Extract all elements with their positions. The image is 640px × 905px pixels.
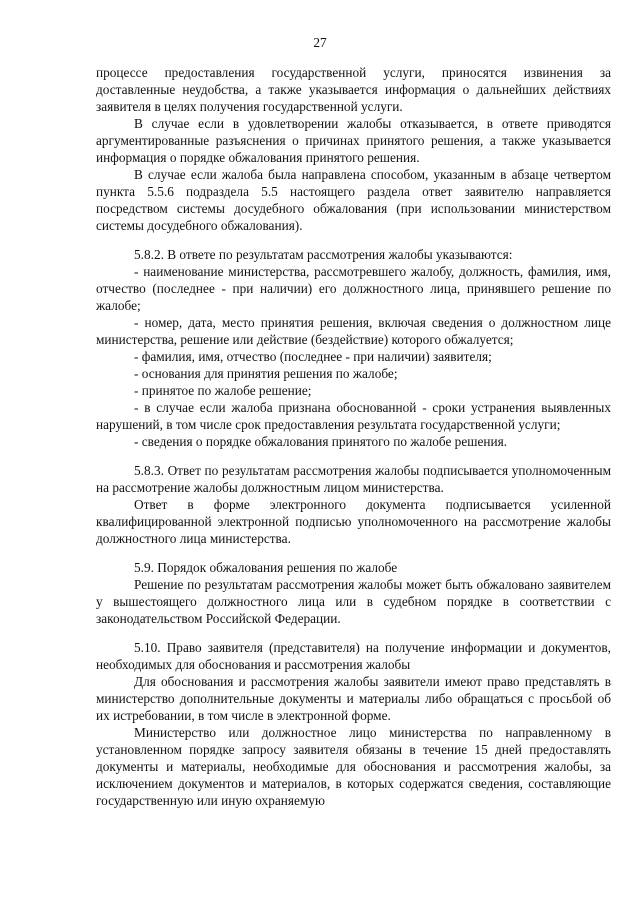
paragraph: Ответ в форме электронного документа подписывается усиленной квалифицированной электронной подписью уполномоченного на рассмотрение жалобы должностного лица министерства. bbox=[96, 497, 611, 546]
section-heading: 5.10. Право заявителя (представителя) на получение информации и документов, необходимых для обоснования и рассмотрения жалобы bbox=[96, 640, 611, 672]
document-body bbox=[96, 64, 611, 809]
section-heading: 5.9. Порядок обжалования решения по жалобе bbox=[134, 560, 398, 575]
paragraph: Для обоснования и рассмотрения жалобы заявители имеют право представлять в министерство дополнительные документы и материалы либо обращаться с просьбой об их истребовании, в том числе в электронной форме. bbox=[96, 674, 611, 723]
paragraph: Министерство или должностное лицо министерства по направленному в установленном порядке запросу заявителя обязаны в течение 15 дней предоставлять документы и материалы, необходимые для обоснования и рассмотрения жалобы, за исключением документов и материалов, в которых содержатся сведения, составляющие государственную или иную охраняемую bbox=[96, 725, 611, 808]
list-item: - принятое по жалобе решение; bbox=[134, 383, 312, 398]
list-item: - в случае если жалоба признана обоснованной - сроки устранения выявленных нарушений, в том числе срок предоставления результата государственной услуги; bbox=[96, 400, 611, 432]
section-heading: 5.8.3. Ответ по результатам рассмотрения жалобы подписывается уполномоченным на рассмотрение жалобы должностным лицом министерства. bbox=[96, 463, 611, 495]
list-item: - наименование министерства, рассмотревшего жалобу, должность, фамилия, имя, отчество (последнее - при наличии) его должностного лица, принявшего решение по жалобе; bbox=[96, 264, 611, 313]
list-item: - номер, дата, место принятия решения, включая сведения о должностном лице министерства, решение или действие (бездействие) которого обжалуется; bbox=[96, 315, 611, 347]
list-item: - основания для принятия решения по жалобе; bbox=[134, 366, 398, 381]
paragraph: процессе предоставления государственной услуги, приносятся извинения за доставленные неудобства, а также указывается информация о дальнейших действиях заявителя в целях получения государственной услуги. bbox=[96, 65, 611, 114]
paragraph: Решение по результатам рассмотрения жалобы может быть обжаловано заявителем у вышестоящего должностного лица или в судебном порядке в соответствии с законодательством Российской Федерации. bbox=[96, 577, 611, 626]
paragraph: В случае если в удовлетворении жалобы отказывается, в ответе приводятся аргументированные разъяснения о причинах принятого решения, а также указывается информация о порядке обжалования принятого решения. bbox=[96, 116, 611, 165]
page-number: 27 bbox=[313, 35, 327, 50]
list-item: - фамилия, имя, отчество (последнее - при наличии) заявителя; bbox=[134, 349, 492, 364]
list-item: - сведения о порядке обжалования принятого по жалобе решения. bbox=[134, 434, 508, 449]
paragraph: В случае если жалоба была направлена способом, указанным в абзаце четвертом пункта 5.5.6 подраздела 5.5 настоящего раздела ответ заявителю направляется посредством системы досудебного обжалования (при использовании министерством системы досудебного обжалования). bbox=[96, 167, 611, 233]
section-heading: 5.8.2. В ответе по результатам рассмотрения жалобы указываются: bbox=[134, 247, 513, 262]
